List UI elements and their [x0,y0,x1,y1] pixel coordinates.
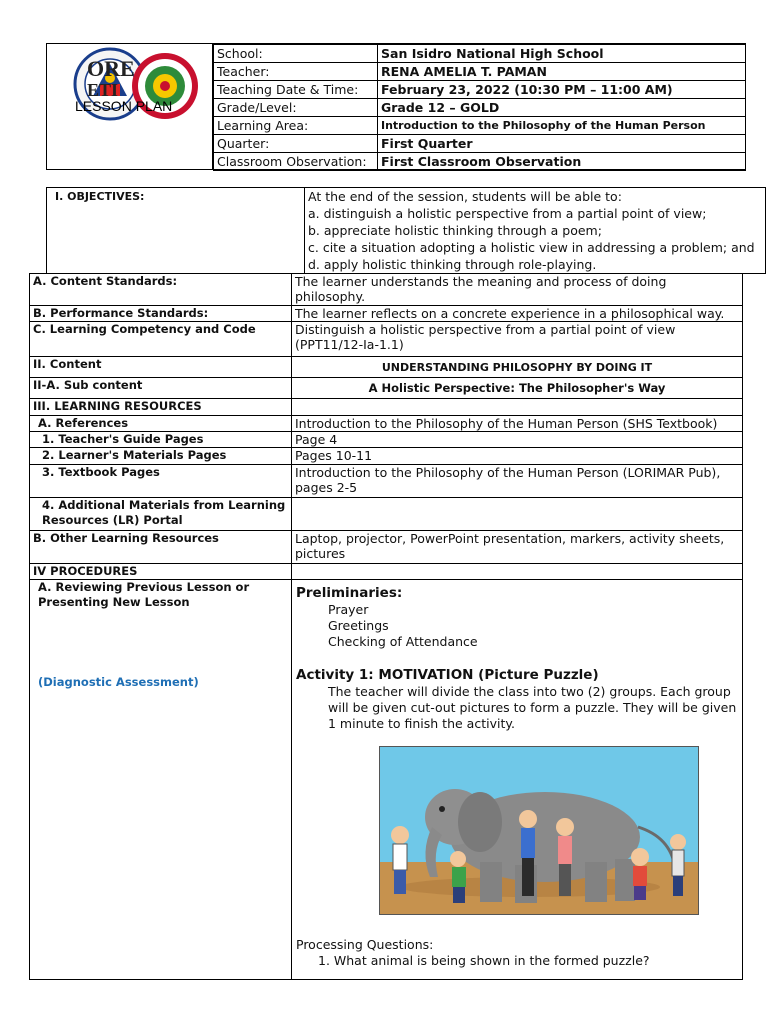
row-procedures [30,563,743,579]
header-row-area [214,117,746,135]
header-row-grade [214,99,746,117]
references-label: A. References [30,415,292,431]
content-value: UNDERSTANDING PHILOSOPHY BY DOING IT [292,357,743,378]
row-sub-content [30,378,743,399]
header-row-school [214,45,746,63]
seals-logo [47,44,213,169]
learning-resources-label: III. LEARNING RESOURCES [30,399,292,415]
objective-item: d. apply holistic thinking through role-playing. [308,257,597,272]
processing-title: Processing Questions: [296,937,434,953]
row-performance-standards [30,305,743,321]
row-other-resources [30,530,743,563]
row-content [30,357,743,378]
row-references [30,415,743,431]
school-label: School: [214,45,378,63]
objectives-content [305,188,766,274]
procedures-label: IV PROCEDURES [30,563,292,579]
competency-value: Distinguish a holistic perspective from a partial point of view (PPT11/12-Ia-1.1) [292,322,743,357]
header-table [213,44,746,171]
preliminary-item: Greetings [328,618,389,634]
preliminary-item: Checking of Attendance [328,634,478,650]
teacher-label: Teacher: [214,63,378,81]
reviewing-cell [30,580,292,980]
logo-partial-text-2: ETI [87,80,119,100]
performance-standards-value: The learner reflects on a concrete experience in a philosophical way. [292,305,743,321]
preliminaries-list [296,602,738,650]
objective-item: c. cite a situation adopting a holistic view in addressing a problem; and [308,240,755,255]
row-content-standards [30,274,743,306]
lesson-main-table [29,273,743,980]
processing-question: 1. What animal is being shown in the formed puzzle? [318,953,650,969]
preliminary-item: Prayer [328,602,369,618]
teacher-value: RENA AMELIA T. PAMAN [378,63,746,81]
competency-label: C. Learning Competency and Code [30,322,292,357]
picture-puzzle-image [379,746,699,915]
row-learners-materials [30,448,743,464]
logo-partial-text: ORE [87,56,135,81]
sub-content-value: A Holistic Perspective: The Philosopher's Way [292,378,743,399]
textbook-label: 3. Textbook Pages [30,464,292,497]
diagnostic-assessment-label: (Diagnostic Assessment) [38,675,199,690]
row-textbook [30,464,743,497]
objective-item: a. distinguish a holistic perspective from a partial point of view; [308,206,707,221]
date-label: Teaching Date & Time: [214,81,378,99]
observation-value: First Classroom Observation [378,153,746,171]
header-row-teacher [214,63,746,81]
quarter-label: Quarter: [214,135,378,153]
logo-title: LESSON PLAN [75,98,173,114]
school-value: San Isidro National High School [378,45,746,63]
content-standards-label: A. Content Standards: [30,274,292,306]
objectives-label: I. OBJECTIVES: [47,188,305,274]
objectives-intro: At the end of the session, students will be able to: [308,189,622,204]
preliminaries-title: Preliminaries: [296,585,403,602]
area-label: Learning Area: [214,117,378,135]
content-label: II. Content [30,357,292,378]
header-block [46,43,746,170]
sub-content-label: II-A. Sub content [30,378,292,399]
row-learning-resources [30,399,743,415]
objectives-table [46,187,766,274]
objective-item: b. appreciate holistic thinking through a poem; [308,223,602,238]
quarter-value: First Quarter [378,135,746,153]
content-standards-value: The learner understands the meaning and process of doing philosophy. [292,274,743,306]
reviewing-content [292,580,743,980]
observation-label: Classroom Observation: [214,153,378,171]
teachers-guide-value: Page 4 [292,431,743,447]
activity-title: Activity 1: MOTIVATION (Picture Puzzle) [296,667,599,684]
grade-value: Grade 12 – GOLD [378,99,746,117]
other-resources-value: Laptop, projector, PowerPoint presentation, markers, activity sheets, pictures [292,530,743,563]
row-additional-materials [30,497,743,530]
reviewing-label: A. Reviewing Previous Lesson or Presenting New Lesson [38,580,250,610]
other-resources-label: B. Other Learning Resources [30,530,292,563]
additional-materials-value [292,497,743,530]
header-row-quarter [214,135,746,153]
area-value: Introduction to the Philosophy of the Human Person [378,117,746,135]
textbook-value: Introduction to the Philosophy of the Human Person (LORIMAR Pub), pages 2-5 [292,464,743,497]
performance-standards-label: B. Performance Standards: [30,305,292,321]
additional-materials-label: 4. Additional Materials from Learning Resources (LR) Portal [30,497,292,530]
logo-cell [47,44,213,169]
elephant-illustration [380,747,698,914]
header-row-observation [214,153,746,171]
grade-label: Grade/Level: [214,99,378,117]
row-reviewing [30,580,743,980]
learners-materials-label: 2. Learner's Materials Pages [30,448,292,464]
teachers-guide-label: 1. Teacher's Guide Pages [30,431,292,447]
activity-text: The teacher will divide the class into two (2) groups. Each group will be given cut-out pictures to form a puzzle. They will be given 1 minute to finish the activity. [328,684,737,732]
references-value: Introduction to the Philosophy of the Human Person (SHS Textbook) [292,415,743,431]
row-competency [30,322,743,357]
learners-materials-value: Pages 10-11 [292,448,743,464]
date-value: February 23, 2022 (10:30 PM – 11:00 AM) [378,81,746,99]
header-row-date [214,81,746,99]
row-teachers-guide [30,431,743,447]
